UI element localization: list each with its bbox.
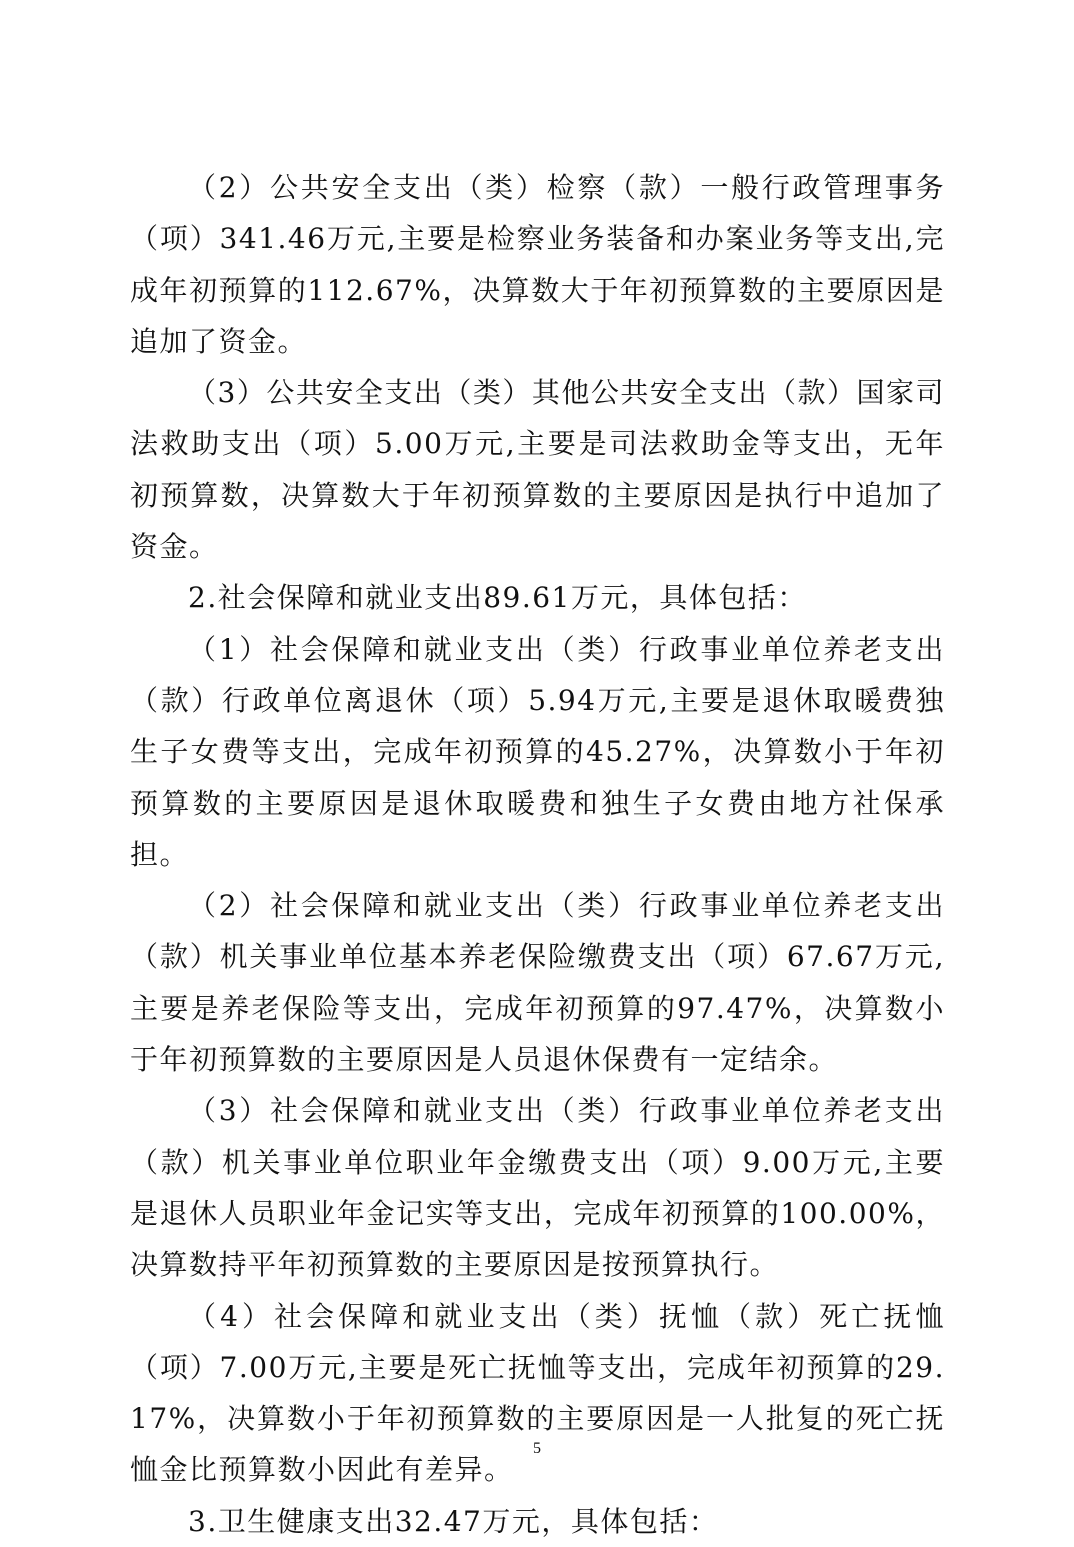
- body-text: [130, 162, 945, 1547]
- paragraph-public-security-admin: （2）公共安全支出（类）检察（款）一般行政管理事务（项）341.46万元,主要是检察业务装备和办案业务等支出,完成年初预算的112.67%，决算数大于年初预算数的主要原因是追加了资金。: [130, 171, 945, 358]
- paragraph-occupational-annuity: （3）社会保障和就业支出（类）行政事业单位养老支出（款）机关事业单位职业年金缴费支出（项）9.00万元,主要是退休人员职业年金记实等支出，完成年初预算的100.00%，决算数持平年初预算数的主要原因是按预算执行。: [130, 1094, 945, 1282]
- heading-social-security: 2.社会保障和就业支出89.61万元，具体包括：: [188, 581, 807, 615]
- paragraph-pension-insurance: （2）社会保障和就业支出（类）行政事业单位养老支出（款）机关事业单位基本养老保险缴费支出（项）67.67万元,主要是养老保险等支出，完成年初预算的97.47%，决算数小于年初预算数的主要原因是人员退休保费有一定结余。: [130, 889, 945, 1077]
- page-number: 5: [533, 1440, 541, 1457]
- paragraph-death-compensation: （4）社会保障和就业支出（类）抚恤（款）死亡抚恤（项）7.00万元,主要是死亡抚恤等支出，完成年初预算的29.17%，决算数小于年初预算数的主要原因是一人批复的死亡抚恤金比预算数小因此有差异。: [130, 1299, 945, 1487]
- paragraph-admin-retirement: （1）社会保障和就业支出（类）行政事业单位养老支出（款）行政单位离退休（项）5.94万元,主要是退休取暖费独生子女费等支出，完成年初预算的45.27%，决算数小于年初预算数的主要原因是退休取暖费和独生子女费由地方社保承担。: [130, 632, 945, 871]
- heading-health: 3.卫生健康支出32.47万元，具体包括：: [188, 1504, 719, 1538]
- paragraph-judicial-aid: （3）公共安全支出（类）其他公共安全支出（款）国家司法救助支出（项）5.00万元,主要是司法救助金等支出，无年初预算数，决算数大于年初预算数的主要原因是执行中追加了资金。: [130, 376, 945, 564]
